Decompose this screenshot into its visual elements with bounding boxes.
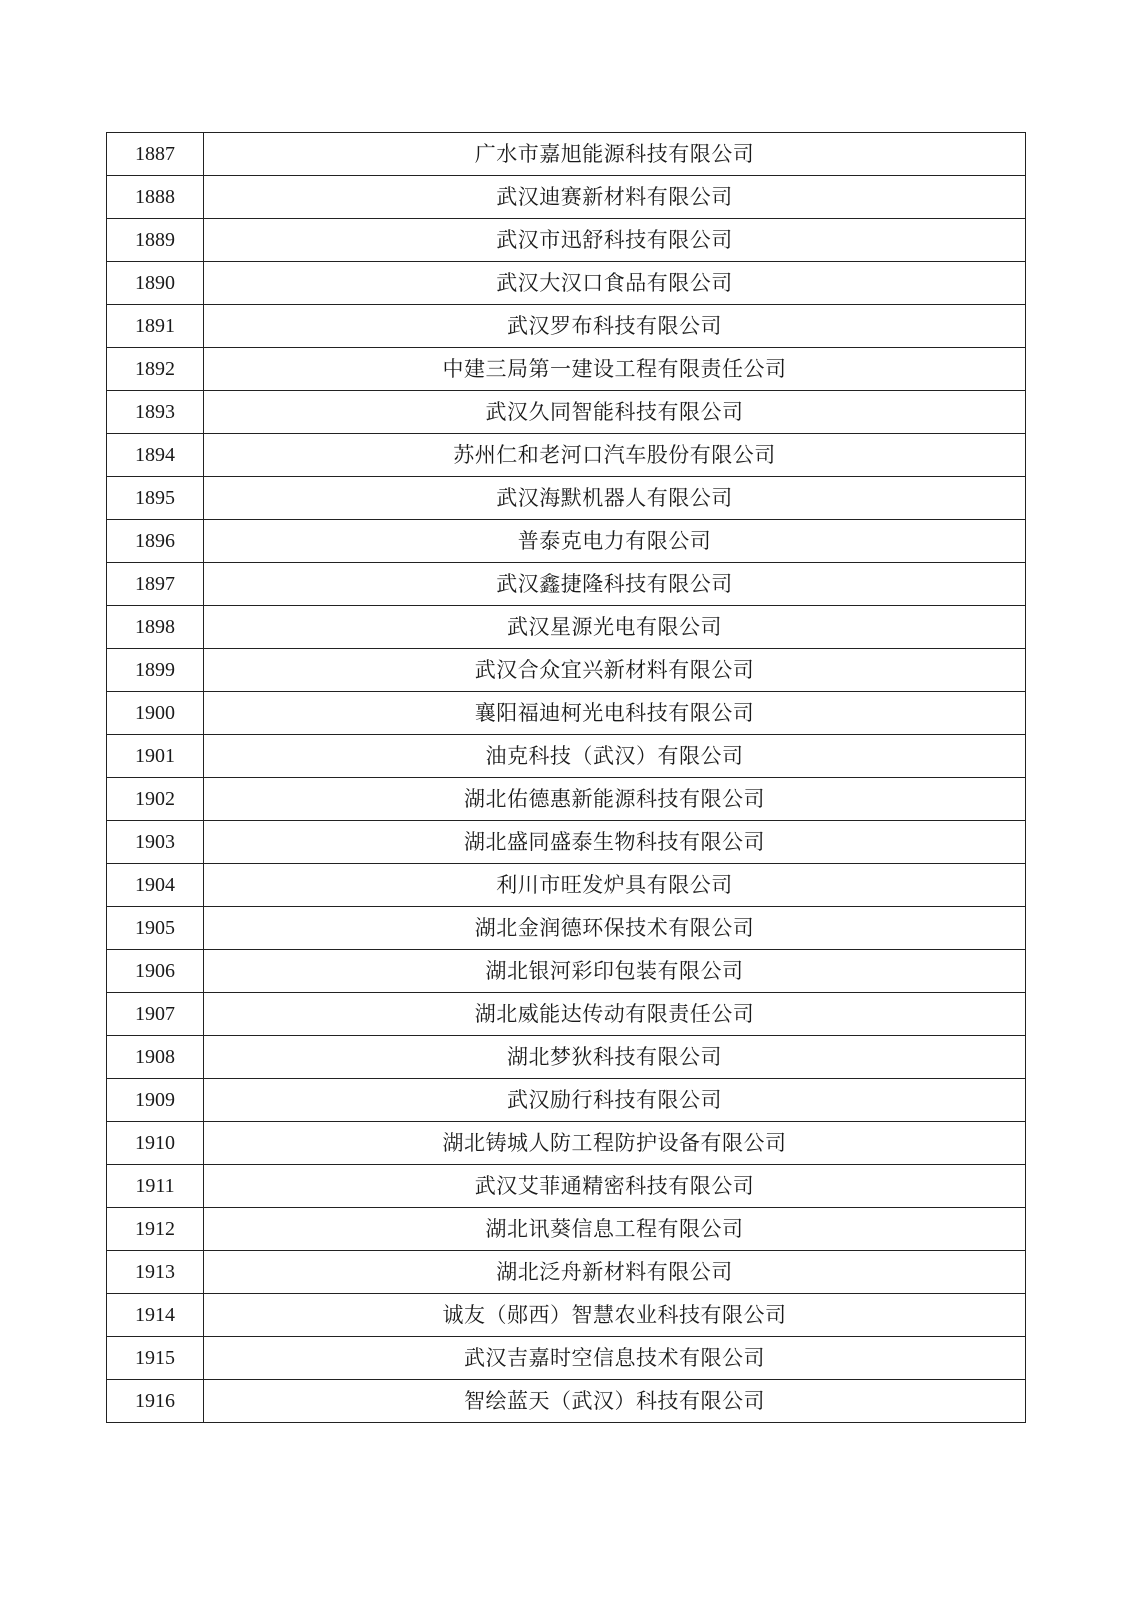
company-name-cell: 武汉大汉口食品有限公司 bbox=[204, 262, 1026, 305]
table-row bbox=[107, 907, 1026, 950]
row-number-cell: 1898 bbox=[107, 606, 204, 649]
company-name-cell: 武汉励行科技有限公司 bbox=[204, 1079, 1026, 1122]
company-name-cell: 武汉鑫捷隆科技有限公司 bbox=[204, 563, 1026, 606]
table-row bbox=[107, 692, 1026, 735]
company-name-cell: 普泰克电力有限公司 bbox=[204, 520, 1026, 563]
row-number-cell: 1888 bbox=[107, 176, 204, 219]
row-number-cell: 1913 bbox=[107, 1251, 204, 1294]
table-row bbox=[107, 1165, 1026, 1208]
row-number-cell: 1892 bbox=[107, 348, 204, 391]
company-name-cell: 武汉迪赛新材料有限公司 bbox=[204, 176, 1026, 219]
table-row bbox=[107, 1337, 1026, 1380]
company-name-cell: 湖北金润德环保技术有限公司 bbox=[204, 907, 1026, 950]
table-row bbox=[107, 133, 1026, 176]
table-row bbox=[107, 950, 1026, 993]
company-name-cell: 湖北泛舟新材料有限公司 bbox=[204, 1251, 1026, 1294]
company-name-cell: 武汉海默机器人有限公司 bbox=[204, 477, 1026, 520]
row-number-cell: 1914 bbox=[107, 1294, 204, 1337]
table-row bbox=[107, 391, 1026, 434]
row-number-cell: 1908 bbox=[107, 1036, 204, 1079]
row-number-cell: 1905 bbox=[107, 907, 204, 950]
company-name-cell: 武汉星源光电有限公司 bbox=[204, 606, 1026, 649]
row-number-cell: 1890 bbox=[107, 262, 204, 305]
table-row bbox=[107, 1122, 1026, 1165]
company-name-cell: 湖北佑德惠新能源科技有限公司 bbox=[204, 778, 1026, 821]
row-number-cell: 1906 bbox=[107, 950, 204, 993]
row-number-cell: 1901 bbox=[107, 735, 204, 778]
table-row bbox=[107, 305, 1026, 348]
table-row bbox=[107, 821, 1026, 864]
company-name-cell: 武汉吉嘉时空信息技术有限公司 bbox=[204, 1337, 1026, 1380]
row-number-cell: 1915 bbox=[107, 1337, 204, 1380]
company-name-cell: 湖北梦狄科技有限公司 bbox=[204, 1036, 1026, 1079]
table-row bbox=[107, 520, 1026, 563]
row-number-cell: 1899 bbox=[107, 649, 204, 692]
company-name-cell: 湖北银河彩印包装有限公司 bbox=[204, 950, 1026, 993]
table-row bbox=[107, 262, 1026, 305]
row-number-cell: 1903 bbox=[107, 821, 204, 864]
table-row bbox=[107, 1079, 1026, 1122]
row-number-cell: 1891 bbox=[107, 305, 204, 348]
company-name-cell: 武汉艾菲通精密科技有限公司 bbox=[204, 1165, 1026, 1208]
company-name-cell: 武汉合众宜兴新材料有限公司 bbox=[204, 649, 1026, 692]
table-row bbox=[107, 993, 1026, 1036]
company-name-cell: 武汉市迅舒科技有限公司 bbox=[204, 219, 1026, 262]
company-name-cell: 广水市嘉旭能源科技有限公司 bbox=[204, 133, 1026, 176]
company-name-cell: 油克科技（武汉）有限公司 bbox=[204, 735, 1026, 778]
table-row bbox=[107, 563, 1026, 606]
row-number-cell: 1900 bbox=[107, 692, 204, 735]
company-name-cell: 中建三局第一建设工程有限责任公司 bbox=[204, 348, 1026, 391]
table-row bbox=[107, 864, 1026, 907]
table-row bbox=[107, 735, 1026, 778]
company-name-cell: 湖北威能达传动有限责任公司 bbox=[204, 993, 1026, 1036]
row-number-cell: 1911 bbox=[107, 1165, 204, 1208]
table-row bbox=[107, 649, 1026, 692]
row-number-cell: 1909 bbox=[107, 1079, 204, 1122]
row-number-cell: 1897 bbox=[107, 563, 204, 606]
row-number-cell: 1893 bbox=[107, 391, 204, 434]
table-row bbox=[107, 1294, 1026, 1337]
table-row bbox=[107, 348, 1026, 391]
table-row bbox=[107, 606, 1026, 649]
table-row bbox=[107, 176, 1026, 219]
company-list-table bbox=[106, 132, 1026, 1423]
row-number-cell: 1887 bbox=[107, 133, 204, 176]
row-number-cell: 1916 bbox=[107, 1380, 204, 1423]
row-number-cell: 1907 bbox=[107, 993, 204, 1036]
company-list-body bbox=[107, 133, 1026, 1423]
row-number-cell: 1904 bbox=[107, 864, 204, 907]
company-name-cell: 湖北讯葵信息工程有限公司 bbox=[204, 1208, 1026, 1251]
company-name-cell: 苏州仁和老河口汽车股份有限公司 bbox=[204, 434, 1026, 477]
row-number-cell: 1902 bbox=[107, 778, 204, 821]
table-row bbox=[107, 778, 1026, 821]
table-row bbox=[107, 1380, 1026, 1423]
company-name-cell: 湖北盛同盛泰生物科技有限公司 bbox=[204, 821, 1026, 864]
row-number-cell: 1912 bbox=[107, 1208, 204, 1251]
company-name-cell: 利川市旺发炉具有限公司 bbox=[204, 864, 1026, 907]
company-name-cell: 诚友（郧西）智慧农业科技有限公司 bbox=[204, 1294, 1026, 1337]
company-name-cell: 武汉罗布科技有限公司 bbox=[204, 305, 1026, 348]
row-number-cell: 1896 bbox=[107, 520, 204, 563]
row-number-cell: 1910 bbox=[107, 1122, 204, 1165]
company-name-cell: 襄阳福迪柯光电科技有限公司 bbox=[204, 692, 1026, 735]
table-row bbox=[107, 477, 1026, 520]
company-name-cell: 湖北铸城人防工程防护设备有限公司 bbox=[204, 1122, 1026, 1165]
table-row bbox=[107, 1208, 1026, 1251]
row-number-cell: 1894 bbox=[107, 434, 204, 477]
table-row bbox=[107, 1251, 1026, 1294]
table-row bbox=[107, 1036, 1026, 1079]
row-number-cell: 1889 bbox=[107, 219, 204, 262]
company-name-cell: 武汉久同智能科技有限公司 bbox=[204, 391, 1026, 434]
company-name-cell: 智绘蓝天（武汉）科技有限公司 bbox=[204, 1380, 1026, 1423]
table-row bbox=[107, 219, 1026, 262]
table-row bbox=[107, 434, 1026, 477]
row-number-cell: 1895 bbox=[107, 477, 204, 520]
